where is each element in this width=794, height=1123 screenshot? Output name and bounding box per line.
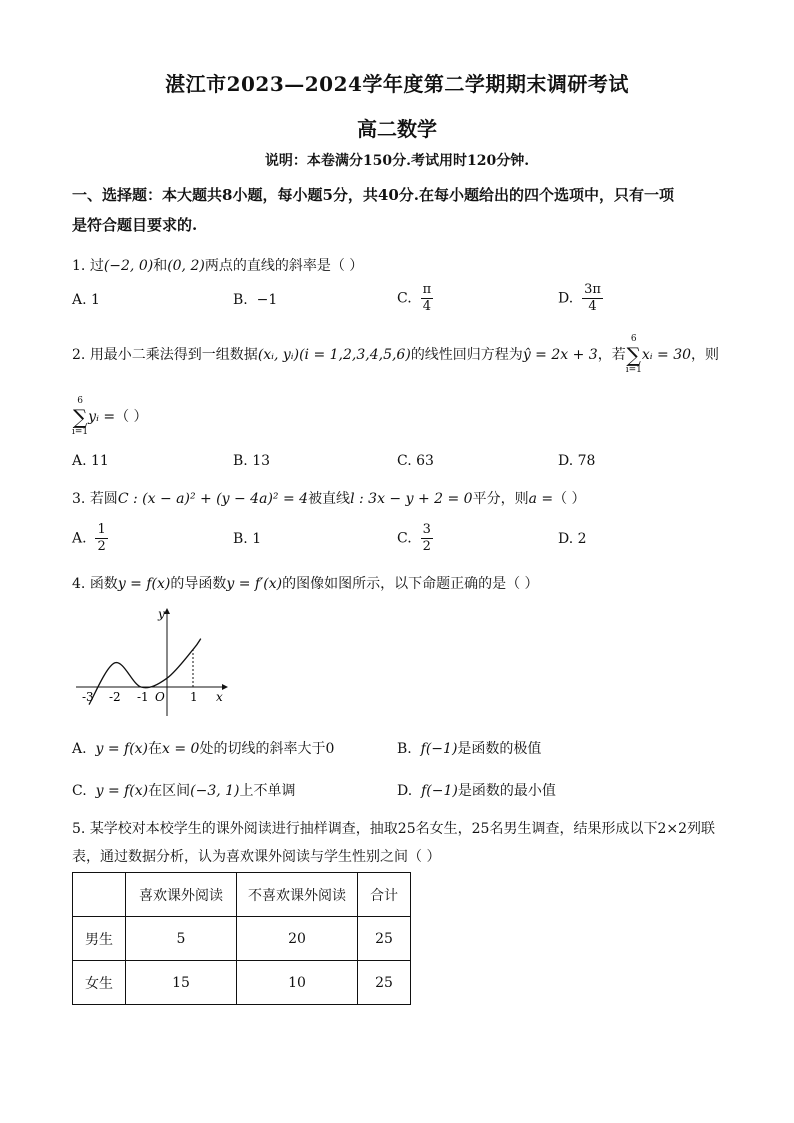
option-label: A. — [72, 453, 87, 469]
option-label: B. — [397, 741, 412, 757]
option-text: 1 — [91, 292, 100, 308]
option-text: 1 — [252, 531, 262, 547]
fraction — [421, 522, 433, 555]
q3-text-b: 被直线 — [308, 491, 351, 507]
option-text: 2 — [577, 531, 587, 547]
section-heading-line1: 一、选择题：本大题共8小题，每小题5分，共40分.在每小题给出的四个选项中，只有一项 — [72, 186, 674, 204]
option-text: 是函数的最小值 — [457, 783, 556, 799]
q3-option-d — [558, 531, 587, 547]
option-label: A. — [72, 292, 87, 308]
question-5-cont — [72, 846, 732, 866]
sigma-icon: ∑ — [72, 405, 88, 429]
question-number: 5. — [72, 821, 86, 837]
sum-lower: i=1 — [72, 427, 89, 437]
option-label: D. — [558, 453, 574, 469]
option-label: A. — [72, 741, 87, 757]
fraction — [95, 522, 107, 555]
table-header-cell: 不喜欢课外阅读 — [237, 873, 358, 917]
q4-option-d — [397, 780, 556, 800]
option-math: f(−1) — [421, 783, 458, 799]
q4-option-a — [72, 738, 334, 758]
fraction — [421, 282, 434, 315]
tick-label: -1 — [137, 690, 149, 704]
q2-text-b: 的线性回归方程为 — [410, 347, 523, 363]
q4-text-c: 的图像如图所示，以下命题正确的是（ ） — [282, 576, 539, 592]
q3-ask: a = — [528, 491, 554, 507]
fraction-numerator: π — [422, 282, 432, 297]
q2-data: (xᵢ, yᵢ)(i = 1,2,3,4,5,6) — [257, 347, 411, 363]
question-number: 4. — [72, 576, 86, 592]
q3-line-equation: l : 3x − y + 2 = 0 — [350, 491, 473, 507]
table-row — [73, 917, 411, 961]
subject-title: 高二数学 — [357, 117, 437, 141]
option-text: 11 — [91, 453, 109, 469]
option-label: D. — [397, 783, 413, 799]
q3-option-b — [233, 531, 261, 547]
option-label: C. — [397, 290, 412, 307]
q2-option-c — [397, 453, 434, 469]
option-text: 上不单调 — [239, 783, 296, 799]
q1-option-c — [397, 282, 433, 315]
option-label: D. — [558, 290, 574, 307]
option-label: C. — [397, 453, 412, 469]
section-heading-line2: 是符合题目要求的. — [72, 216, 198, 234]
option-text: 13 — [252, 453, 271, 469]
q1-option-a — [72, 292, 100, 308]
option-text: 处的切线的斜率大于0 — [199, 741, 335, 757]
option-math: y = f(x) — [95, 783, 149, 799]
question-1 — [72, 255, 732, 275]
question-3 — [72, 488, 732, 508]
fraction — [582, 282, 603, 315]
sigma-icon: ∑ — [626, 343, 641, 367]
table-header-cell — [73, 873, 126, 917]
question-2-cont — [72, 396, 732, 438]
table-cell: 15 — [126, 961, 237, 1005]
q3-text-d: （ ） — [553, 491, 586, 507]
q2-sum-x: xᵢ = 30 — [641, 347, 692, 363]
q2-sum-y: yᵢ = — [88, 409, 116, 425]
q3-text-a: 若圆 — [89, 491, 118, 507]
q4-option-c — [72, 780, 296, 800]
option-label: C. — [72, 783, 87, 799]
table-row — [73, 961, 411, 1005]
table-cell: 男生 — [73, 917, 126, 961]
option-label: A. — [72, 530, 87, 547]
table-cell: 20 — [237, 917, 358, 961]
q1-option-d — [558, 282, 603, 315]
option-text: 是函数的极值 — [457, 741, 542, 757]
tick-label: 1 — [190, 690, 198, 704]
q1-option-b — [233, 292, 277, 308]
exam-title: 湛江市2023—2024学年度第二学期期末调研考试 — [165, 72, 629, 96]
q4-text-a: 函数 — [89, 576, 118, 592]
q1-point2: (0, 2) — [167, 258, 205, 274]
q3-text-c: 平分，则 — [472, 491, 529, 507]
q2-text-c: ，若 — [597, 347, 626, 363]
table-cell: 25 — [358, 961, 411, 1005]
option-label: B. — [233, 292, 248, 308]
option-math: x = 0 — [162, 741, 200, 757]
option-text: 在区间 — [148, 783, 191, 799]
question-number: 1. — [72, 258, 86, 274]
tick-label: -2 — [109, 690, 121, 704]
contingency-table — [72, 872, 411, 1005]
q2-equation: ŷ = 2x + 3 — [522, 347, 598, 363]
fraction-denominator: 2 — [422, 539, 431, 554]
q5-text-line1: 某学校对本校学生的课外阅读进行抽样调查，抽取25名女生，25名男生调查，结果形成以下2×2列联 — [89, 821, 715, 837]
option-label: C. — [397, 530, 412, 547]
origin-label: O — [155, 690, 165, 704]
table-header-cell: 合计 — [358, 873, 411, 917]
option-text: 78 — [577, 453, 596, 469]
section-heading — [72, 180, 732, 240]
q2-text-a: 用最小二乘法得到一组数据 — [89, 347, 258, 363]
x-axis-label: x — [216, 690, 223, 704]
exam-instructions: 说明：本卷满分150分.考试用时120分钟. — [264, 153, 530, 169]
fraction-numerator: 3π — [584, 282, 601, 297]
q2-text-d: ，则 — [691, 347, 720, 363]
fraction-denominator: 4 — [422, 299, 431, 314]
q5-text-line2: 表，通过数据分析，认为喜欢课外阅读与学生性别之间（ ） — [72, 849, 441, 865]
q1-point1: (−2, 0) — [103, 258, 154, 274]
y-axis-label: y — [158, 607, 165, 621]
table-header-cell: 喜欢课外阅读 — [126, 873, 237, 917]
q2-text-e: （ ） — [115, 409, 148, 425]
option-label: B. — [233, 453, 248, 469]
question-5 — [72, 818, 742, 838]
q4-derivative: y = f′(x) — [226, 576, 283, 592]
table-cell: 女生 — [73, 961, 126, 1005]
question-4 — [72, 573, 732, 593]
question-number: 3. — [72, 491, 86, 507]
q1-text-b: 和 — [153, 258, 168, 274]
x-axis-arrow — [222, 684, 228, 690]
sum-upper: 6 — [630, 334, 637, 344]
option-text: −1 — [256, 292, 278, 308]
fraction-numerator: 1 — [97, 522, 106, 537]
q1-text-c: 两点的直线的斜率是（ ） — [204, 258, 364, 274]
q2-option-b — [233, 453, 270, 469]
table-header-row — [73, 873, 411, 917]
summation-symbol — [626, 334, 642, 376]
sum-lower: i=1 — [625, 365, 642, 375]
q2-option-d — [558, 453, 595, 469]
q3-option-c — [397, 522, 433, 555]
summation-symbol — [72, 396, 88, 438]
tick-label: -3 — [82, 690, 94, 704]
option-text: 63 — [416, 453, 434, 469]
fraction-numerator: 3 — [422, 522, 431, 537]
fraction-denominator: 2 — [97, 539, 106, 554]
question-2 — [72, 334, 742, 376]
q3-option-a — [72, 522, 108, 555]
q4-function: y = f(x) — [117, 576, 171, 592]
option-label: B. — [233, 531, 248, 547]
sum-upper: 6 — [77, 396, 83, 406]
option-text: 在 — [148, 741, 163, 757]
question-number: 2. — [72, 347, 86, 363]
option-math: (−3, 1) — [190, 783, 240, 799]
y-axis-arrow — [164, 608, 170, 614]
derivative-graph — [72, 600, 232, 720]
q1-text-a: 过 — [89, 258, 104, 274]
fraction-denominator: 4 — [588, 299, 597, 314]
option-math: f(−1) — [420, 741, 458, 757]
table-cell: 10 — [237, 961, 358, 1005]
q4-option-b — [397, 738, 541, 758]
table-cell: 25 — [358, 917, 411, 961]
option-label: D. — [558, 531, 574, 547]
option-math: y = f(x) — [95, 741, 149, 757]
q2-option-a — [72, 453, 109, 469]
q3-circle-equation: C : (x − a)² + (y − 4a)² = 4 — [117, 491, 309, 507]
q4-text-b: 的导函数 — [170, 576, 227, 592]
table-cell: 5 — [126, 917, 237, 961]
